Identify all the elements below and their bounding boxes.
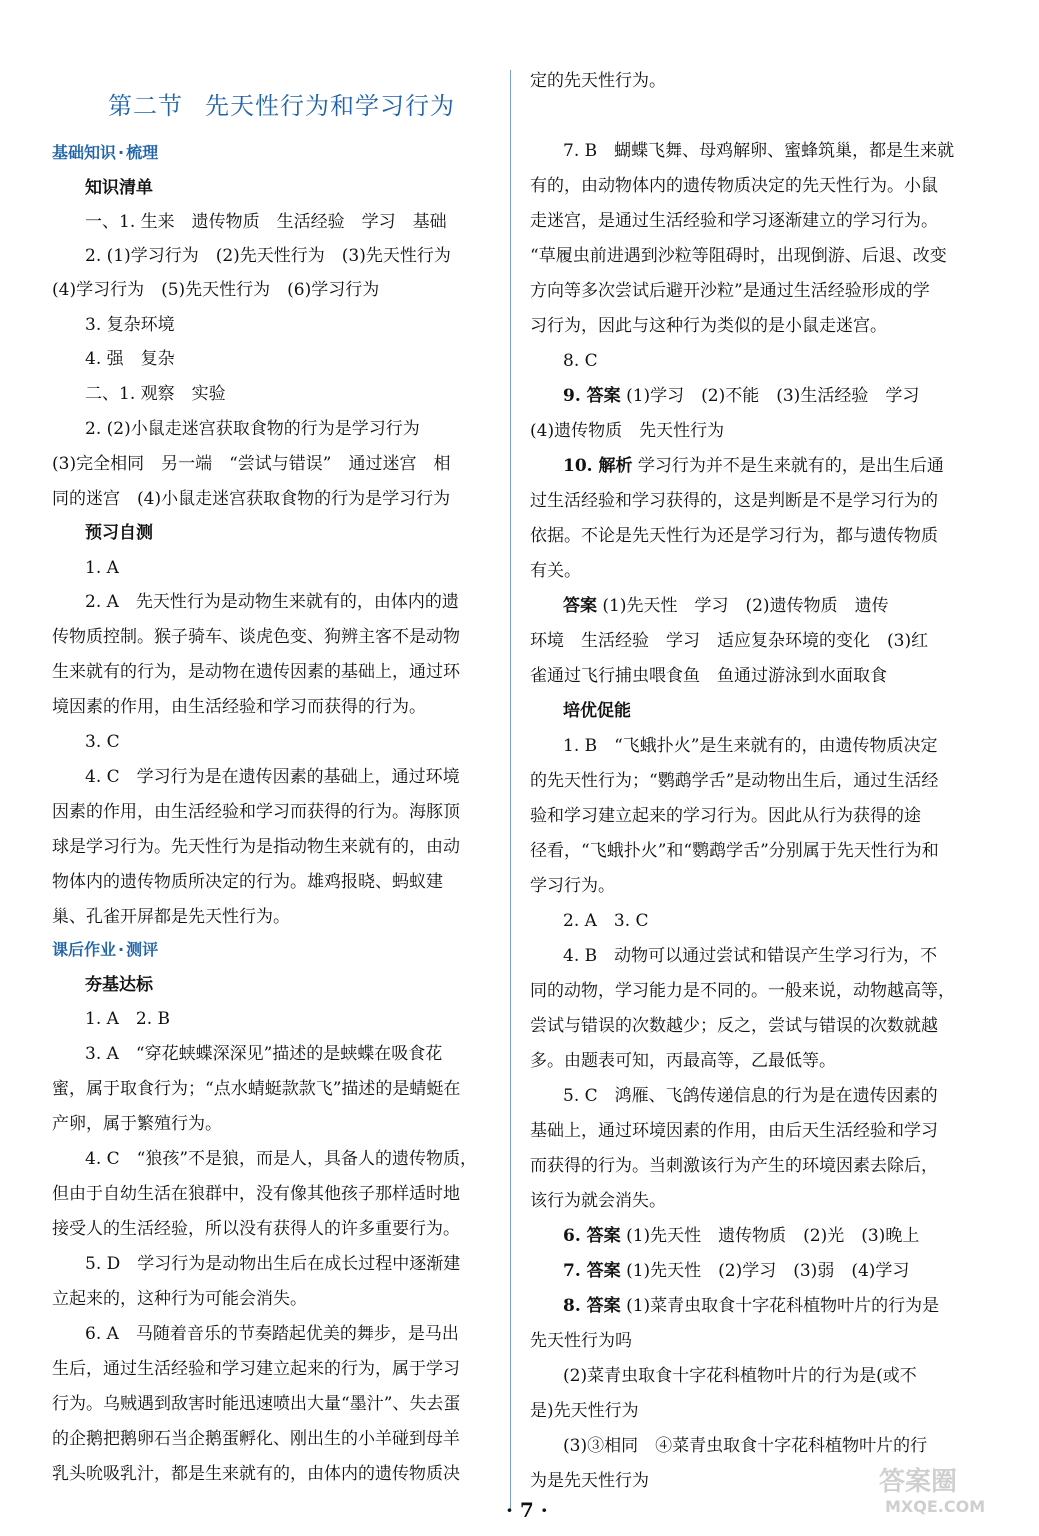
- answer-text: (1)先天性 遗传物质 (2)光 (3)晚上: [620, 1226, 920, 1246]
- text-line: (3)③相同 ④菜青虫取食十字花科植物叶片的行: [563, 1436, 928, 1456]
- text-line: 1. A 2. B: [85, 1009, 171, 1029]
- answer-label: 6. 答案: [563, 1226, 621, 1246]
- answer-label: 7. 答案: [563, 1261, 621, 1281]
- text-line: 多。由题表可知，丙最高等，乙最低等。: [530, 1051, 836, 1071]
- text-line: 方向等多次尝试后避开沙粒”是通过生活经验形成的学: [530, 281, 930, 301]
- section-number: 第二节: [108, 92, 183, 120]
- text-line: 1. A: [85, 558, 119, 578]
- text-line: 径看，“飞蛾扑火”和“鹦鹉学舌”分别属于先天性行为和: [530, 841, 939, 861]
- text-line: 4. C 学习行为是在遗传因素的基础上，通过环境: [85, 767, 460, 787]
- text-line: 4. 强 复杂: [85, 349, 175, 369]
- answer-label: 答案: [563, 596, 597, 616]
- text-line: 的先天性行为；“鹦鹉学舌”是动物出生后，通过生活经: [530, 771, 939, 791]
- answer-line: [563, 595, 889, 617]
- text-line: 的企鹅把鹅卵石当企鹅蛋孵化、刚出生的小羊碰到母羊: [52, 1429, 460, 1449]
- text-line: 依据。不论是先天性行为还是学习行为，都与遗传物质: [530, 526, 938, 546]
- text-line: 有的，由动物体内的遗传物质决定的先天性行为。小鼠: [530, 176, 938, 196]
- text-line: 尝试与错误的次数越少；反之，尝试与错误的次数就越: [530, 1016, 938, 1036]
- text-line: 巢、孔雀开屏都是先天性行为。: [52, 907, 290, 927]
- text-line: 3. C: [85, 732, 120, 752]
- answer-text: (1)先天性 (2)学习 (3)弱 (4)学习: [620, 1261, 910, 1281]
- text-line: 蜜，属于取食行为；“点水蜻蜓款款飞”描述的是蜻蜓在: [52, 1079, 461, 1099]
- answer-label: 8. 答案: [563, 1296, 621, 1316]
- answer-line: [563, 455, 944, 477]
- text-line: 验和学习建立起来的学习行为。因此从行为获得的途: [530, 806, 921, 826]
- text-line: 二、1. 观察 实验: [85, 384, 226, 404]
- text-line: 而获得的行为。当刺激该行为产生的环境因素去除后，: [530, 1156, 938, 1176]
- subsection-heading: 培优促能: [563, 701, 631, 721]
- text-line: 为是先天性行为: [530, 1471, 649, 1491]
- text-line: 乳头吮吸乳汁，都是生来就有的，由体内的遗传物质决: [52, 1464, 460, 1484]
- column-divider: [510, 70, 511, 1510]
- section-heading: 课后作业 · 测评: [52, 940, 159, 959]
- text-line: 2. A 3. C: [563, 911, 649, 931]
- subsection-heading: 知识清单: [85, 178, 153, 198]
- section-heading: 基础知识 · 梳理: [52, 143, 159, 162]
- text-line: 2. (1)学习行为 (2)先天性行为 (3)先天性行为: [85, 246, 451, 266]
- section-heading-sub: 梳理: [126, 143, 159, 162]
- section-name: 先天性行为和学习行为: [205, 92, 455, 120]
- text-line: 因素的作用，由生活经验和学习而获得的行为。海豚顶: [52, 802, 460, 822]
- text-line: 雀通过飞行捕虫喂食鱼 鱼通过游泳到水面取食: [530, 666, 887, 686]
- answer-label: 10. 解析: [563, 456, 633, 476]
- section-heading-main: 基础知识: [52, 143, 117, 162]
- answer-text: 学习行为并不是生来就有的，是出生后通: [632, 456, 944, 476]
- text-line: 该行为就会消失。: [530, 1191, 666, 1211]
- text-line: 4. B 动物可以通过尝试和错误产生学习行为，不: [563, 946, 938, 966]
- watermark-text-en: MXQE.COM: [885, 1497, 986, 1516]
- text-line: 同的动物，学习能力是不同的。一般来说，动物越高等，: [530, 981, 955, 1001]
- text-line: 8. C: [563, 351, 598, 371]
- text-line: 基础上，通过环境因素的作用，由后天生活经验和学习: [530, 1121, 938, 1141]
- answer-text: (1)先天性 学习 (2)遗传物质 遗传: [597, 596, 889, 616]
- text-line: 5. D 学习行为是动物出生后在成长过程中逐渐建: [85, 1254, 461, 1274]
- text-line: 但由于自幼生活在狼群中，没有像其他孩子那样适时地: [52, 1184, 460, 1204]
- text-line: (2)菜青虫取食十字花科植物叶片的行为是(或不: [563, 1366, 917, 1386]
- answer-text: (1)学习 (2)不能 (3)生活经验 学习: [620, 386, 920, 406]
- answer-line: [563, 1295, 939, 1317]
- text-line: 7. B 蝴蝶飞舞、母鸡解卵、蜜蜂筑巢，都是生来就: [563, 141, 955, 161]
- text-line: 行为。乌贼遇到敌害时能迅速喷出大量“墨汁”、失去蛋: [52, 1394, 461, 1414]
- text-line: 产卵，属于繁殖行为。: [52, 1114, 222, 1134]
- answer-label: 9. 答案: [563, 386, 621, 406]
- text-line: (4)学习行为 (5)先天性行为 (6)学习行为: [52, 280, 380, 300]
- text-line: 5. C 鸿雁、飞鸽传递信息的行为是在遗传因素的: [563, 1086, 938, 1106]
- text-line: 生来就有的行为，是动物在遗传因素的基础上，通过环: [52, 662, 460, 682]
- text-line: 定的先天性行为。: [530, 71, 666, 91]
- text-line: 有关。: [530, 561, 581, 581]
- text-line: 学习行为。: [530, 876, 615, 896]
- text-line: 走迷宫，是通过生活经验和学习逐渐建立的学习行为。: [530, 211, 938, 231]
- text-line: 2. (2)小鼠走迷宫获取食物的行为是学习行为: [85, 419, 420, 439]
- text-line: 1. B “飞蛾扑火”是生来就有的，由遗传物质决定: [563, 736, 938, 756]
- text-line: 4. C “狼孩”不是狼，而是人，具备人的遗传物质，: [85, 1149, 478, 1169]
- text-line: 2. A 先天性行为是动物生来就有的，由体内的遗: [85, 592, 459, 612]
- answer-line: [563, 1260, 909, 1282]
- text-line: 同的迷宫 (4)小鼠走迷宫获取食物的行为是学习行为: [52, 489, 451, 509]
- text-line: 习行为，因此与这种行为类似的是小鼠走迷宫。: [530, 316, 887, 336]
- text-line: 3. A “穿花蛱蝶深深见”描述的是蛱蝶在吸食花: [85, 1044, 443, 1064]
- text-line: “草履虫前进遇到沙粒等阻碍时，出现倒游、后退、改变: [530, 246, 947, 266]
- text-line: 一、1. 生来 遗传物质 生活经验 学习 基础: [85, 212, 447, 232]
- section-heading-main: 课后作业: [52, 940, 117, 959]
- text-line: 环境 生活经验 学习 适应复杂环境的变化 (3)红: [530, 631, 929, 651]
- text-line: 过生活经验和学习获得的，这是判断是不是学习行为的: [530, 491, 938, 511]
- subsection-heading: 预习自测: [85, 523, 153, 543]
- text-line: 先天性行为吗: [530, 1331, 632, 1351]
- text-line: 3. 复杂环境: [85, 315, 175, 335]
- text-line: 立起来的，这种行为可能会消失。: [52, 1289, 307, 1309]
- watermark-text-cn: 答案圈: [879, 1467, 958, 1497]
- text-line: 生后，通过生活经验和学习建立起来的行为，属于学习: [52, 1359, 460, 1379]
- section-heading-sub: 测评: [126, 940, 159, 959]
- text-line: 球是学习行为。先天性行为是指动物生来就有的，由动: [52, 837, 460, 857]
- subsection-heading: 夯基达标: [85, 975, 153, 995]
- answer-line: [563, 385, 919, 407]
- text-line: 接受人的生活经验，所以没有获得人的许多重要行为。: [52, 1219, 460, 1239]
- text-line: 6. A 马随着音乐的节奏踏起优美的舞步，是马出: [85, 1324, 459, 1344]
- section-title: [108, 86, 455, 121]
- text-line: (3)完全相同 另一端 “尝试与错误” 通过迷宫 相: [52, 454, 451, 474]
- text-line: 物体内的遗传物质所决定的行为。雄鸡报晓、蚂蚁建: [52, 872, 443, 892]
- page-number: · 7 ·: [506, 1498, 548, 1522]
- watermark-logo: [871, 1460, 1021, 1518]
- answer-line: [563, 1225, 919, 1247]
- text-line: 是)先天性行为: [530, 1401, 639, 1421]
- answer-text: (1)菜青虫取食十字花科植物叶片的行为是: [620, 1296, 940, 1316]
- text-line: 境因素的作用，由生活经验和学习而获得的行为。: [52, 697, 426, 717]
- text-line: (4)遗传物质 先天性行为: [530, 421, 725, 441]
- text-line: 传物质控制。猴子骑车、谈虎色变、狗辨主客不是动物: [52, 627, 460, 647]
